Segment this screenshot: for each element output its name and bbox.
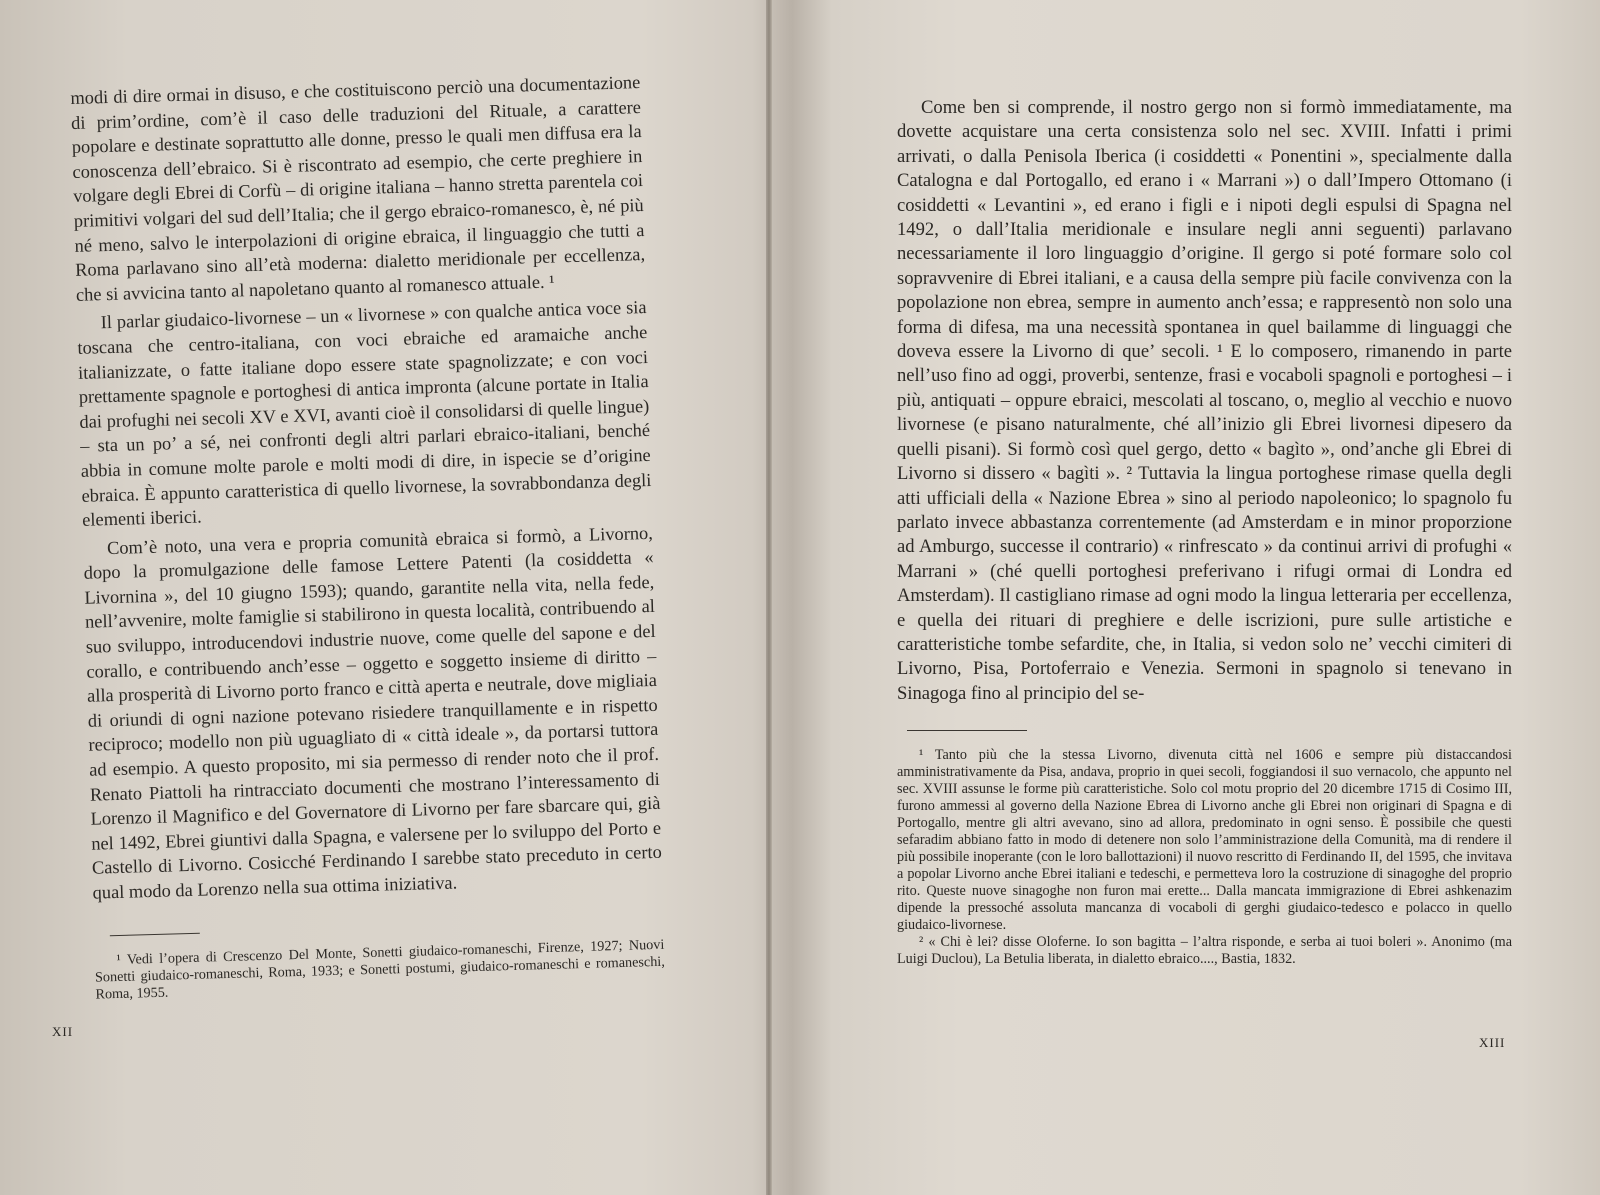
left-paragraph-1: modi di dire ormai in disuso, e che costituiscono perciò una documentazione di prim’ordine, com’è il caso delle traduzioni del Rituale, a carattere popolare e destinate soprattutto alle donne, presso le quali men diffusa era la conoscenza dell’ebraico. Si è riscontrato ad esempio, che certe preghiere in volgare degli Ebrei di Corfù – di origine italiana – hanno stretta parentela coi primitivi volgari del sud dell’Italia; che il gergo ebraico-romanesco, è, né più né meno, salvo le interpolazioni di origine ebraica, il linguaggio che tutti a Roma parlavano sino all’età moderna: dialetto meridionale per eccellenza, che si avvicina tanto al napoletano quanto al romanesco attuale. ¹	[70, 72, 646, 305]
right-page	[772, 0, 1600, 1195]
left-body-text	[70, 70, 663, 905]
right-text-column	[897, 96, 1512, 968]
left-footnotes	[94, 936, 665, 1003]
left-paragraph-3: Com’è noto, una vera e propria comunità ebraica si formò, a Livorno, dopo la promulgazione delle famose Lettere Patenti (la cosiddetta « Livornina », del 10 giugno 1593); quando, garantite nella vita, nella fede, nell’avvenire, molte famiglie si stabilirono in questa località, contribuendo al suo sviluppo, introducendovi industrie nuove, come quelle del sapone e del corallo, e contribuendo anch’esse – oggetto e soggetto insieme di diritto – alla prosperità di Livorno porto franco e città aperta e neutrale, dove migliaia di oriundi di ogni nazione potevano risiedere tranquillamente e in rispetto reciproco; modello non più uguagliato di « città ideale », da portarsi tuttora ad esempio. A questo proposito, mi sia permesso di render noto che il prof. Renato Piattoli ha rintracciato documenti che mostrano l’interessamento di Lorenzo il Magnifico e del Governatore di Livorno per fare sbarcare qui, già nel 1492, Ebrei giuntivi dalla Spagna, e valersene per lo sviluppo del Porto e Castello di Livorno. Cosicché Ferdinando I sarebbe stato preceduto in certo qual modo da Lorenzo nella sua ottima iniziativa.	[83, 522, 663, 903]
page-number-left: XII	[52, 1024, 74, 1039]
right-footnotes	[897, 747, 1512, 968]
left-text-column	[70, 66, 666, 1003]
left-page	[0, 0, 766, 1195]
page-number-right: XIII	[1479, 1035, 1506, 1050]
left-paragraph-2: Il parlar giudaico-livornese – un « livornese » con qualche antica voce sia toscana che centro-italiana, con voci ebraiche ed aramaiche anche italianizzate, o fatte italiane dopo essere state spagnolizzate; e con voci prettamente spagnole e portoghesi di antica impronta (alcune portate in Italia dai profughi nei secoli XV e XVI, avanti cioè il consolidarsi di quelle lingue) – sta un po’ a sé, nei confronti degli altri parlari ebraico-italiani, benché abbia in comune molte parole e molti modi di dire, in ispecie se d’origine ebraica. È appunto caratteristica di quello livornese, la sovrabbondanza degli elementi iberici.	[77, 297, 652, 530]
footnote-rule	[907, 730, 1027, 731]
right-footnote-2: ² « Chi è lei? disse Oloferne. Io son bagitta – l’altra risponde, e serba ai tuoi boleri ». Anonimo (ma Luigi Duclou), La Betulia liberata, in dialetto ebraico...., Bastia, 1832.	[897, 934, 1512, 968]
footnote-rule	[110, 932, 200, 936]
right-footnote-1: ¹ Tanto più che la stessa Livorno, divenuta città nel 1606 e sempre più distaccandosi amministrativamente da Pisa, andava, proprio in quei secoli, foggiandosi il suo vernacolo, che appunto nel sec. XVIII assunse le forme più caratteristiche. Solo col motu proprio del 20 dicembre 1715 di Cosimo III, furono ammessi al governo della Nazione Ebrea di Livorno anche gli Ebrei non originari di Spagna e di Portogallo, mentre gli altri avevano, sino ad allora, predominato in ogni senso. È possibile che questi sefaradim abbiano fatto in modo di detenere non solo l’amministrazione della Comunità, ma di rendere il più possibile inoperante (con le loro ballottazioni) il nuovo rescritto di Ferdinando II, del 1595, che invitava a popolar Livorno anche Ebrei italiani e tedeschi, e permetteva loro la costruzione di sinagoghe del proprio rito. Queste nuove sinagoghe non furon mai erette... Dalla mancata immigrazione di Ebrei ashkenazim dipende la pressoché assoluta mancanza di vocaboli di gerghi giudaico-tedesco e polacco in quello giudaico-livornese.	[897, 747, 1512, 934]
right-paragraph-1: Come ben si comprende, il nostro gergo non si formò immediatamente, ma dovette acquistare una certa consistenza solo nel sec. XVIII. Infatti i primi arrivati, o dalla Penisola Iberica (i cosiddetti « Ponentini », specialmente dalla Catalogna e dal Portogallo, ed erano i « Marrani ») o dall’Impero Ottomano (i cosiddetti « Levantini », ed erano i figli e i nipoti degli espulsi di Spagna nel 1492, o dall’Italia meridionale e insulare negli anni seguenti) parlavano necessariamente il loro linguaggio d’origine. Il gergo si poté formare solo col sopravvenire di Ebrei italiani, e a causa della sempre più facile convivenza con la popolazione non ebrea, sempre in aumento anch’essa; e rappresentò non solo una forma di difesa, ma una necessità spontanea in quel bailamme di linguaggi che doveva essere la Livorno di que’ secoli. ¹ E lo composero, rimanendo in parte nell’uso fino ad oggi, proverbi, sentenze, frasi e vocaboli spagnoli e portoghesi – i più, antiquati – oppure ebraici, mescolati al toscano, o, meglio al vecchio e nuovo livornese (e pisano naturalmente, ché all’inizio gli Ebrei livornesi dipesero da quelli pisani). Si formò così quel gergo, detto « bagìto », ond’anche gli Ebrei di Livorno si dissero « bagìti ». ² Tuttavia la lingua portoghese rimase quella degli atti ufficiali della « Nazione Ebrea » sino al periodo napoleonico; lo spagnolo fu parlato invece abbastanza correntemente (ad Amsterdam e in minor proporzione ad Amburgo, successe il contrario) « rinfrescato » da continui arrivi di profughi « Marrani » (ché quelli portoghesi preferivano i rifugi ormai di Londra ed Amsterdam). Il castigliano rimase ad ogni modo la lingua letteraria per eccellenza, e quella dei rituari di preghiere e delle iscrizioni, pure sulle artistiche e caratteristiche tombe sefardite, che, in Italia, si vedon solo ne’ vecchi cimiteri di Livorno, Pisa, Portoferraio e Venezia. Sermoni in spagnolo si tenevano in Sinagoga fino al principio del se-	[897, 97, 1512, 704]
right-body-text	[897, 96, 1512, 706]
left-footnote-1: ¹ Vedi l’opera di Crescenzo Del Monte, Sonetti giudaico-romaneschi, Firenze, 1927; Nuovi Sonetti giudaico-romaneschi, Roma, 1933; e Sonetti postumi, giudaico-romaneschi e romaneschi, Roma, 1955.	[94, 936, 666, 1003]
